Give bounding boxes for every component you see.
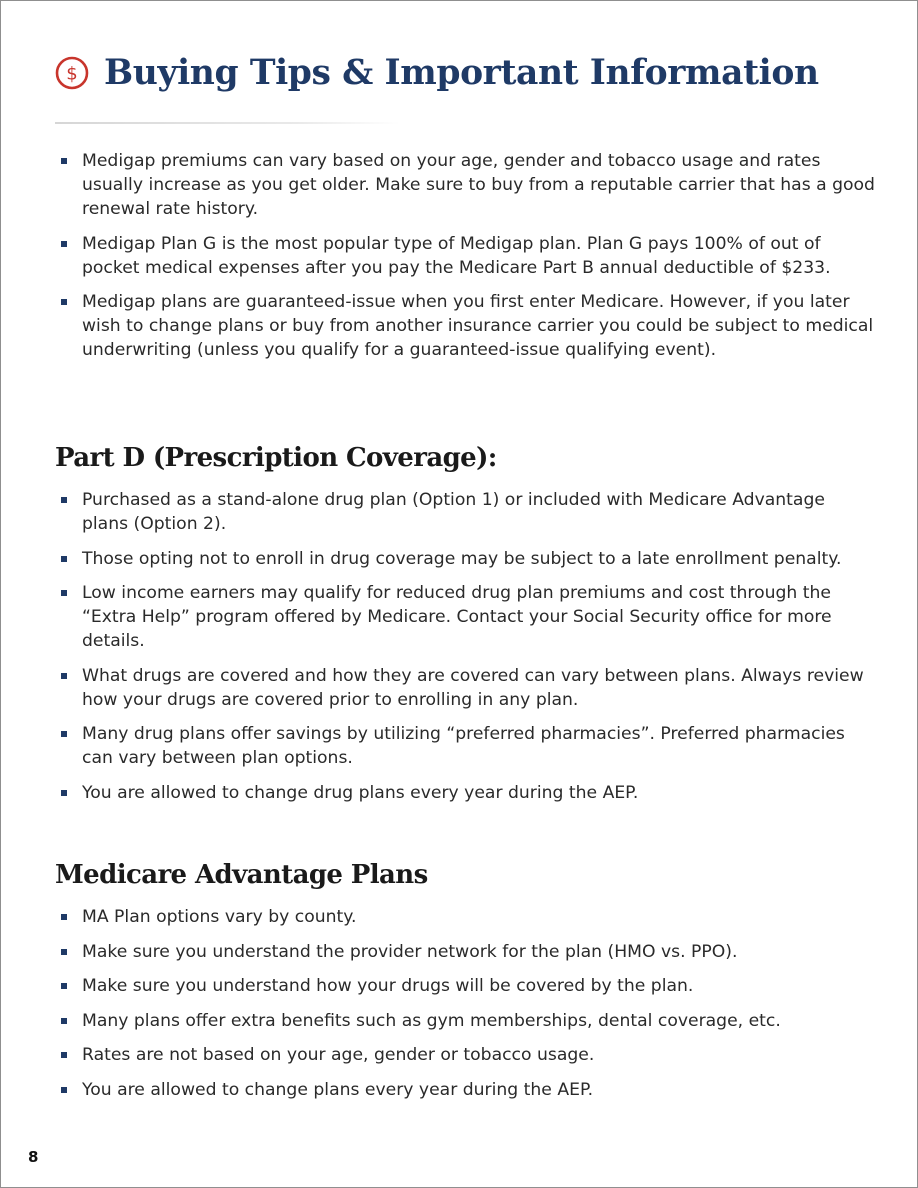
medigap-section <box>55 149 875 373</box>
list-item: Medigap plans are guaranteed-issue when you first enter Medicare. However, if you later wish to change plans or buy from another insurance carrier you could be subject to medical underwriting (unless you qualify for a guaranteed-issue qualifying event). <box>55 290 875 362</box>
page-title: Buying Tips & Important Information <box>104 53 819 93</box>
dollar-circle-icon <box>55 56 89 90</box>
list-item: You are allowed to change plans every year during the AEP. <box>55 1078 875 1102</box>
list-item: Purchased as a stand-alone drug plan (Option 1) or included with Medicare Advantage plans (Option 2). <box>55 488 875 536</box>
medigap-bullet-list <box>55 149 875 362</box>
list-item: Medigap Plan G is the most popular type of Medigap plan. Plan G pays 100% of out of pocket medical expenses after you pay the Medicare Part B annual deductible of $233. <box>55 232 875 280</box>
part-d-heading: Part D (Prescription Coverage): <box>55 443 497 473</box>
title-divider <box>55 122 400 124</box>
list-item: Rates are not based on your age, gender or tobacco usage. <box>55 1043 875 1067</box>
list-item: You are allowed to change drug plans every year during the AEP. <box>55 781 875 805</box>
svg-text:$: $ <box>66 63 78 85</box>
medicare-advantage-bullet-list <box>55 905 875 1102</box>
title-row <box>55 53 819 93</box>
list-item: Make sure you understand how your drugs will be covered by the plan. <box>55 974 875 998</box>
medicare-advantage-heading: Medicare Advantage Plans <box>55 860 428 890</box>
list-item: Many drug plans offer savings by utilizing “preferred pharmacies”. Preferred pharmacies can vary between plan options. <box>55 722 875 770</box>
list-item: Medigap premiums can vary based on your age, gender and tobacco usage and rates usually increase as you get older. Make sure to buy from a reputable carrier that has a good renewal rate history. <box>55 149 875 221</box>
medicare-advantage-section <box>55 905 875 1112</box>
list-item: Many plans offer extra benefits such as gym memberships, dental coverage, etc. <box>55 1009 875 1033</box>
list-item: Make sure you understand the provider network for the plan (HMO vs. PPO). <box>55 940 875 964</box>
list-item: Low income earners may qualify for reduced drug plan premiums and cost through the “Extra Help” program offered by Medicare. Contact your Social Security office for more details. <box>55 581 875 653</box>
part-d-bullet-list <box>55 488 875 805</box>
list-item: What drugs are covered and how they are covered can vary between plans. Always review how your drugs are covered prior to enrolling in any plan. <box>55 664 875 712</box>
part-d-section <box>55 488 875 815</box>
list-item: Those opting not to enroll in drug coverage may be subject to a late enrollment penalty. <box>55 547 875 571</box>
page-number: 8 <box>28 1148 39 1166</box>
list-item: MA Plan options vary by county. <box>55 905 875 929</box>
